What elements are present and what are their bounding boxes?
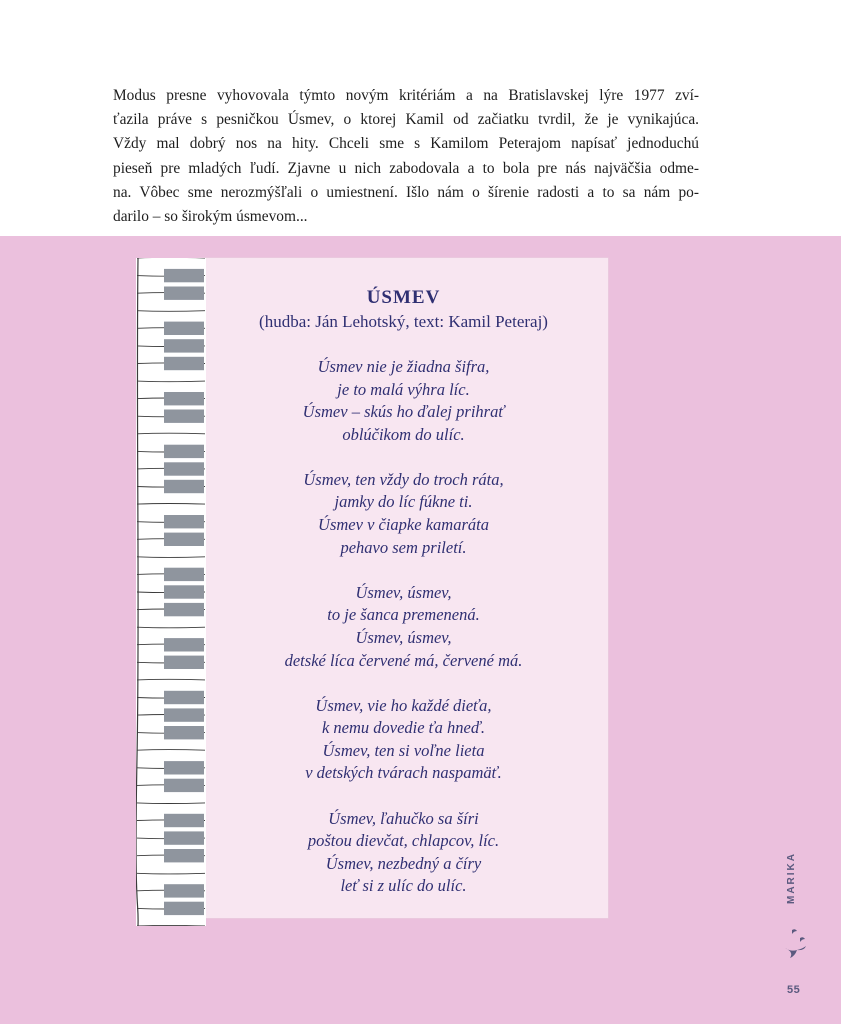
verse-line: Úsmev, úsmev, [355, 627, 452, 647]
verse-line: poštou dievčat, chlapcov, líc. [307, 831, 500, 851]
black-key [164, 726, 204, 739]
black-key [164, 322, 204, 335]
black-key [164, 269, 204, 282]
verse-line: je to malá výhra líc. [337, 379, 470, 399]
verse-line: v detských tvárach naspamäť. [305, 763, 502, 783]
song-lyrics [199, 286, 608, 920]
black-key [164, 392, 204, 405]
stanza [199, 356, 608, 446]
verse-line: oblúčikom do ulíc. [342, 424, 465, 444]
verse-line: Úsmev, úsmev, [355, 582, 452, 602]
verse-line: Úsmev, vie ho každé dieťa, [315, 695, 492, 715]
verse-line: to je šanca premenená. [327, 605, 480, 625]
intro-line: ťazila práve s pesničkou Úsmev, o ktorej Kamil od začiatku tvrdil, že je vynikajúca. [113, 111, 699, 129]
black-key [164, 902, 204, 915]
stanza [199, 695, 608, 785]
verse-line: detské líca červené má, červené má. [284, 650, 523, 670]
intro-line: Vždy mal dobrý nos na hity. Chceli sme s Kamilom Peterajom napísať jednoduchú [113, 135, 699, 153]
bird-logo-icon [783, 926, 809, 966]
stanza [199, 469, 608, 559]
page-sidebar [783, 854, 807, 1004]
verse-line: Úsmev, ten si voľne lieta [322, 740, 485, 760]
verse-line: pehavo sem priletí. [340, 537, 467, 557]
black-key [164, 638, 204, 651]
piano-keys-illustration [136, 258, 206, 926]
verse-line: Úsmev, ľahučko sa šíri [328, 808, 479, 828]
black-key [164, 445, 204, 458]
intro-paragraph [113, 84, 699, 229]
page-number: 55 [787, 984, 801, 996]
verse-line: Úsmev v čiapke kamaráta [318, 515, 489, 535]
black-key [164, 462, 204, 475]
black-key [164, 761, 204, 774]
black-key [164, 410, 204, 423]
stanza [199, 582, 608, 672]
verse-line: Úsmev, ten vždy do troch ráta, [303, 469, 504, 489]
black-key [164, 708, 204, 721]
song-title: ÚSMEV [366, 287, 441, 308]
black-key [164, 849, 204, 862]
verse-line: leť si z ulíc do ulíc. [340, 876, 467, 896]
intro-line: pieseň pre mladých ľudí. Zjavne u nich zabodovala a to bola pre nás najväčšia odme- [113, 159, 699, 177]
black-key [164, 779, 204, 792]
black-key [164, 568, 204, 581]
song-credits: (hudba: Ján Lehotský, text: Kamil Peteraj) [259, 312, 548, 331]
intro-line: Modus presne vyhovovala týmto novým kritériám a na Bratislavskej lýre 1977 zví- [113, 87, 699, 104]
verse-line: jamky do líc fúkne ti. [334, 492, 473, 512]
stanza [199, 808, 608, 898]
black-key [164, 339, 204, 352]
black-key [164, 656, 204, 669]
black-key [164, 691, 204, 704]
black-key [164, 480, 204, 493]
verse-line: Úsmev – skús ho ďalej prihrať [302, 402, 505, 422]
intro-line: na. Vôbec sme nerozmýšľali o umiestnení. Išlo nám o šírenie radosti a to sa nám po- [113, 183, 699, 201]
chapter-label: MARIKA [786, 852, 797, 904]
intro-line: darilo – so širokým úsmevom... [113, 208, 308, 226]
black-key [164, 533, 204, 546]
black-key [164, 585, 204, 598]
black-key [164, 357, 204, 370]
verse-line: Úsmev nie je žiadna šifra, [317, 357, 490, 376]
black-key [164, 515, 204, 528]
black-key [164, 831, 204, 844]
black-key [164, 814, 204, 827]
verse-line: k nemu dovedie ťa hneď. [321, 718, 486, 738]
black-key [164, 884, 204, 897]
verse-line: Úsmev, nezbedný a číry [325, 853, 482, 873]
black-key [164, 603, 204, 616]
black-key [164, 287, 204, 300]
